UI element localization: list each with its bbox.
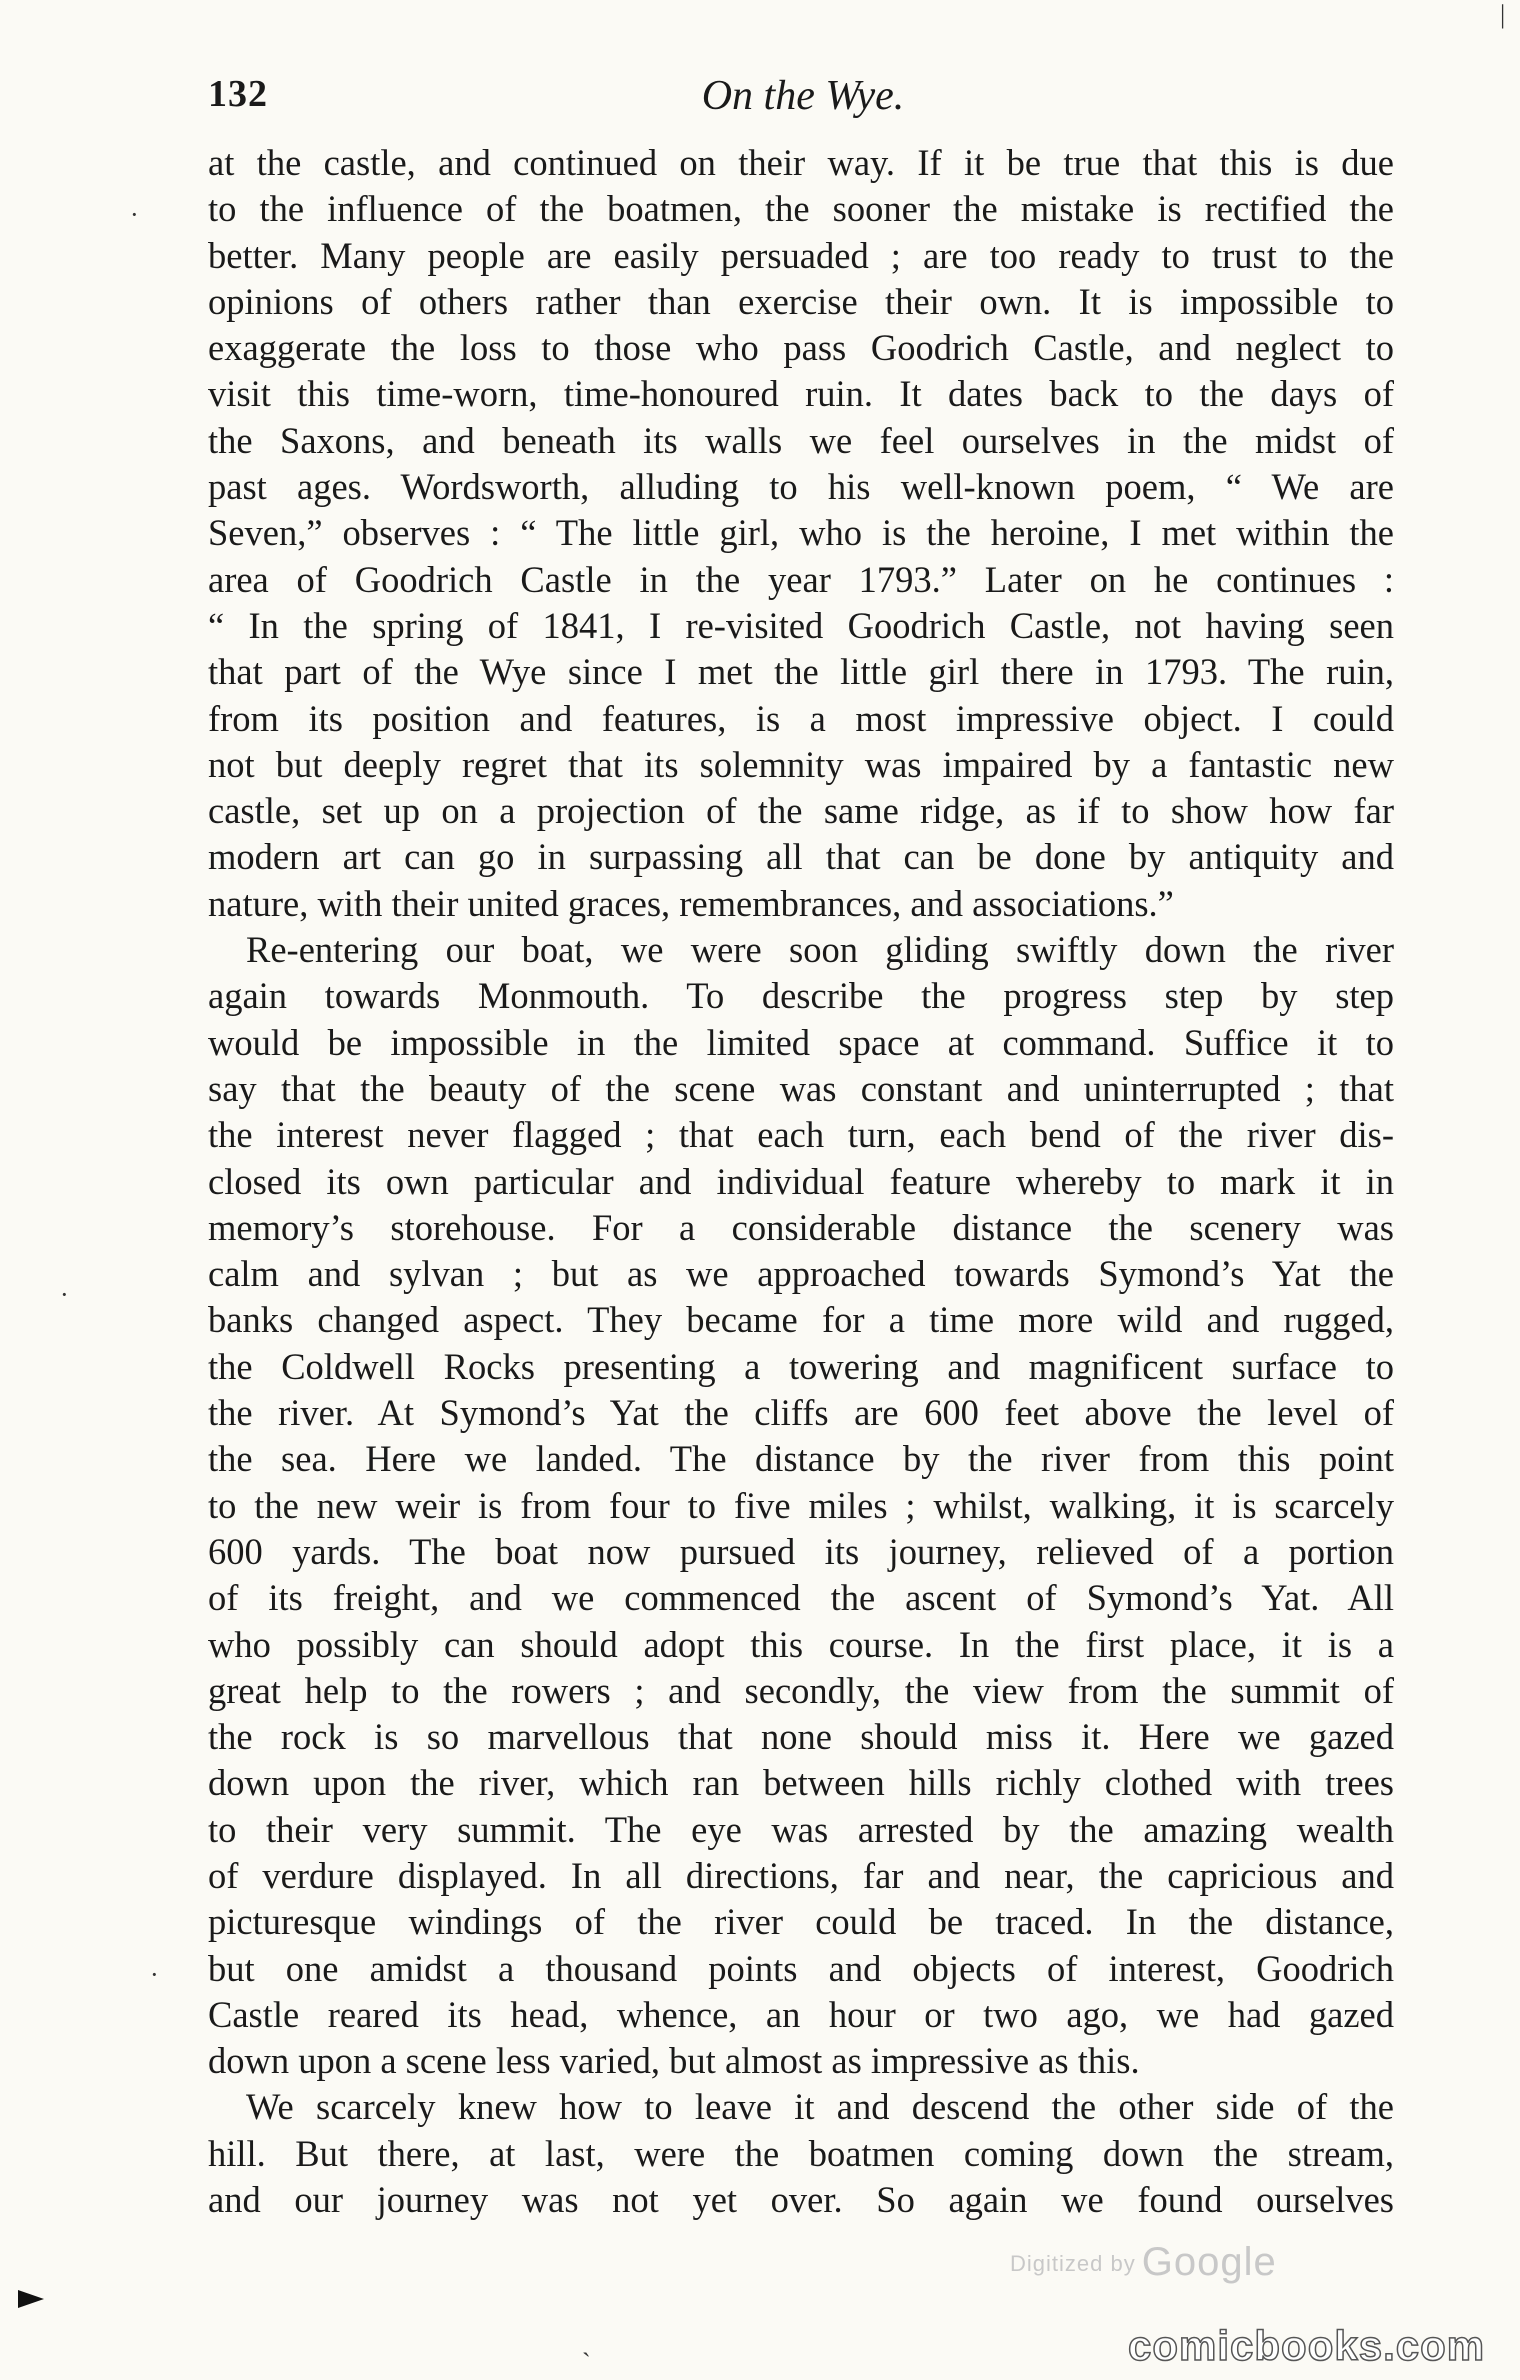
margin-dot: ·	[130, 200, 139, 229]
text-line: to their very summit. The eye was arrested by the amazing wealth	[208, 1808, 1394, 1850]
text-line: Castle reared its head, whence, an hour or two ago, we had gazed	[208, 1993, 1394, 2035]
text-line: the Saxons, and beneath its walls we feel ourselves in the midst of	[208, 419, 1394, 461]
text-line: banks changed aspect. They became for a time more wild and rugged,	[208, 1299, 1394, 1341]
text-line: would be impossible in the limited space at command. Suffice it to	[208, 1021, 1394, 1063]
text-line: not but deeply regret that its solemnity was impaired by a fantastic new	[208, 743, 1394, 785]
text-line: the river. At Symond’s Yat the cliffs are 600 feet above the level of	[208, 1392, 1394, 1434]
text-line: area of Goodrich Castle in the year 1793.” Later on he continues :	[208, 558, 1394, 600]
text-line: the Coldwell Rocks presenting a towering and magnificent surface to	[208, 1345, 1394, 1387]
text-line: great help to the rowers ; and secondly, the view from the summit of	[208, 1669, 1394, 1711]
margin-dot: ·	[60, 1280, 69, 1309]
margin-tick: ˎ	[582, 2328, 591, 2357]
text-line: modern art can go in surpassing all that can be done by antiquity and	[208, 836, 1394, 878]
text-line: past ages. Wordsworth, alluding to his well-known poem, “ We are	[208, 466, 1394, 508]
text-line: exaggerate the loss to those who pass Goodrich Castle, and neglect to	[208, 327, 1394, 369]
text-line: of verdure displayed. In all directions, far and near, the capricious and	[208, 1854, 1394, 1896]
text-line: “ In the spring of 1841, I re-visited Goodrich Castle, not having seen	[208, 604, 1394, 646]
text-line: from its position and features, is a most impressive object. I could	[208, 697, 1394, 739]
page-corner-arrow-icon	[18, 2290, 44, 2308]
margin-tick: |	[1500, 0, 1506, 29]
text-line: the interest never flagged ; that each turn, each bend of the river dis-	[208, 1114, 1394, 1156]
text-line: hill. But there, at last, were the boatmen coming down the stream,	[208, 2132, 1394, 2174]
paragraph-start-line: We scarcely knew how to leave it and descend the other side of the	[246, 2086, 1394, 2128]
paragraph-start-line: Re-entering our boat, we were soon gliding swiftly down the river	[246, 929, 1394, 971]
margin-dot: ·	[150, 1960, 159, 1989]
google-logo: Google	[1141, 2240, 1277, 2284]
text-line: again towards Monmouth. To describe the progress step by step	[208, 975, 1394, 1017]
running-head	[208, 72, 1398, 132]
digitized-watermark	[1010, 2240, 1277, 2285]
text-line: at the castle, and continued on their way. If it be true that this is due	[208, 142, 1394, 183]
site-watermark: comicbooks.com	[1128, 2322, 1486, 2369]
text-line: to the new weir is from four to five miles ; whilst, walking, it is scarcely	[208, 1484, 1394, 1526]
text-line: calm and sylvan ; but as we approached towards Symond’s Yat the	[208, 1253, 1394, 1295]
text-line: and our journey was not yet over. So again we found ourselves	[208, 2179, 1394, 2221]
text-line: of its freight, and we commenced the ascent of Symond’s Yat. All	[208, 1577, 1394, 1619]
text-line: Seven,” observes : “ The little girl, who is the heroine, I met within the	[208, 512, 1394, 554]
text-line: closed its own particular and individual feature whereby to mark it in	[208, 1160, 1394, 1202]
text-line: down upon a scene less varied, but almost as impressive as this.	[208, 2040, 1140, 2082]
text-line: but one amidst a thousand points and objects of interest, Goodrich	[208, 1947, 1394, 1989]
running-title: On the Wye.	[701, 73, 905, 119]
text-line: memory’s storehouse. For a considerable distance the scenery was	[208, 1206, 1394, 1248]
text-line: down upon the river, which ran between hills richly clothed with trees	[208, 1762, 1394, 1804]
digitized-prefix: Digitized by	[1010, 2251, 1136, 2277]
text-line: opinions of others rather than exercise their own. It is impossible to	[208, 280, 1394, 322]
text-line: say that the beauty of the scene was constant and uninterrupted ; that	[208, 1067, 1394, 1109]
text-line: picturesque windings of the river could be traced. In the distance,	[208, 1901, 1394, 1943]
text-line: the sea. Here we landed. The distance by the river from this point	[208, 1438, 1394, 1480]
text-line: visit this time-worn, time-honoured ruin. It dates back to the days of	[208, 373, 1394, 415]
text-line: the rock is so marvellous that none should miss it. Here we gazed	[208, 1716, 1394, 1758]
text-line: 600 yards. The boat now pursued its journey, relieved of a portion	[208, 1530, 1394, 1572]
text-line: nature, with their united graces, remembrances, and associations.”	[208, 882, 1174, 924]
text-line: castle, set up on a projection of the same ridge, as if to show how far	[208, 790, 1394, 832]
text-line: who possibly can should adopt this course. In the first place, it is a	[208, 1623, 1394, 1665]
text-line: that part of the Wye since I met the little girl there in 1793. The ruin,	[208, 651, 1394, 693]
body-text	[208, 140, 1394, 2223]
page-number: 132	[208, 73, 268, 115]
text-line: to the influence of the boatmen, the sooner the mistake is rectified the	[208, 188, 1394, 230]
text-line: better. Many people are easily persuaded ; are too ready to trust to the	[208, 234, 1394, 276]
